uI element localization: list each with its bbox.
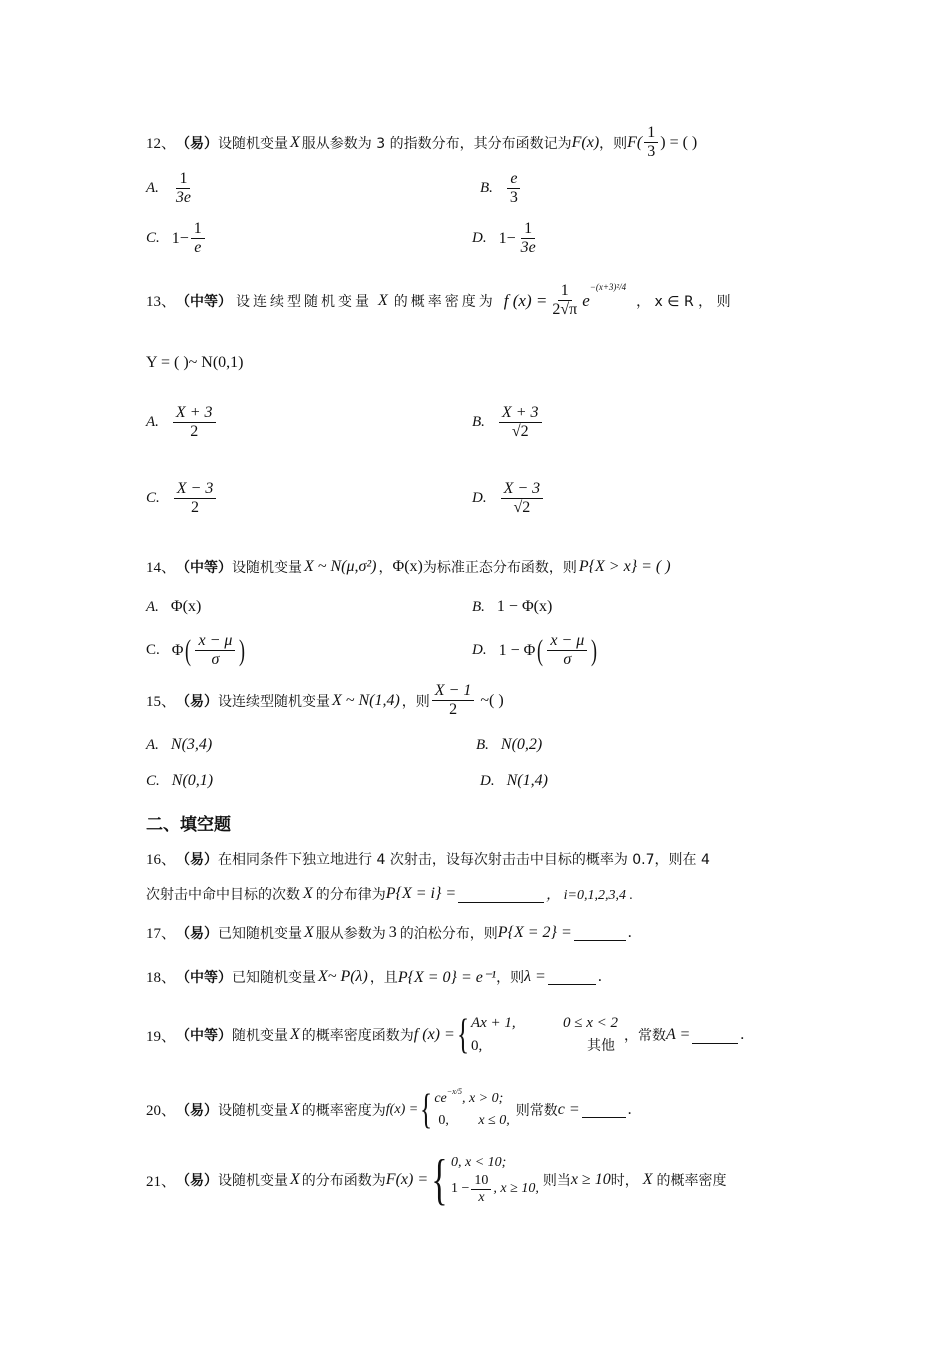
case-cond: x ≤ 0, [478,1112,510,1128]
q14-text3: 为标准正态分布函数，则 [422,559,577,576]
option-label: C. [146,230,160,247]
q12-option-b[interactable] [480,170,523,208]
option-frac [174,480,217,518]
case-exp: −x/5 [446,1087,462,1096]
q20-number: 20、 [146,1103,177,1120]
frac-den: √2 [511,423,529,441]
q20-text3: 则常数 [515,1102,558,1119]
q14-ask: P{X > x} = ( ) [578,557,671,575]
option-frac [173,170,194,208]
option-label: B. [480,180,493,197]
left-brace: { [431,1149,448,1211]
q14-number: 14、 [146,560,177,576]
frac-den: σ [563,651,572,669]
frac-den: 2 [449,701,458,719]
frac-den: 2 [191,499,200,517]
q13-cond: ， x ∈ R ， 则 [636,293,731,310]
left-paren: ( [537,633,544,667]
q19-stem [146,1012,744,1059]
q20-difficulty: （易） [176,1102,219,1119]
frac-den: 3e [520,239,536,257]
q16-expr: P{X = i} = [385,885,457,902]
q19-cases [471,1012,618,1059]
left-paren: ( [185,633,192,667]
q20-stem [146,1088,632,1131]
frac-den: x [478,1189,485,1205]
case-expr: Ax + 1, [470,1015,516,1031]
q12-ask-end: ) = ( ) [660,133,698,151]
q17-var: X [304,923,314,941]
q21-text4: 时， [610,1173,639,1189]
q12-ask: F( [627,133,643,151]
option-label: C. [146,642,160,659]
q16-text3: 的分布律为 [315,887,386,903]
q14-option-a[interactable] [146,598,201,616]
option-label: B. [472,598,485,615]
q12-number: 12、 [146,136,177,153]
q17-answer-blank[interactable] [574,924,626,941]
right-paren: ) [239,633,246,667]
case-cond: , x ≥ 10, [493,1181,539,1196]
frac-den: 3e [175,189,192,207]
q15-option-c[interactable] [146,772,213,790]
case-cond: 0 ≤ x < 2 [562,1015,618,1031]
q16-difficulty: （易） [176,851,219,868]
q14-text2: ， [378,559,393,576]
q16-answer-blank[interactable] [458,886,544,903]
q21-difficulty: （易） [176,1173,219,1189]
q16-line2 [146,884,633,904]
option-frac [507,170,521,208]
q18-text: 已知随机变量 [232,969,317,986]
q20-answer-blank[interactable] [582,1101,626,1118]
option-label: A. [146,736,159,753]
q15-number: 15、 [146,694,177,711]
option-text: N(3,4) [170,736,213,753]
q12-ask-den: 3 [647,143,656,161]
q12-text: 设随机变量 [218,135,289,152]
q12-difficulty: （易） [176,135,219,152]
q12-ask-frac [644,124,658,162]
q14-stem [146,556,671,577]
q17-stem [146,922,632,943]
q15-difficulty: （易） [176,693,219,710]
q15-option-a[interactable] [146,736,212,754]
section-heading: 二、填空题 [146,815,231,835]
option-label: A. [146,180,159,197]
q21-number: 21、 [146,1173,177,1190]
q17-expr: P{X = 2} = [497,923,572,941]
case-cond: 其他 [586,1038,615,1055]
frac-den: e [194,239,202,257]
q15-text2: ，则 [401,693,430,710]
q21-text2: 的分布函数为 [301,1173,386,1189]
q13-exp: −(x+3)²/4 [589,281,627,292]
case-row [471,1035,618,1058]
q14-option-b[interactable] [472,598,552,616]
option-pre: 1− [171,229,189,247]
q17-difficulty: （易） [176,925,219,942]
right-paren: ) [591,633,598,667]
q14-option-c[interactable] [146,632,247,670]
q14-difficulty: （中等） [176,559,233,576]
q21-text3: 则当 [542,1173,571,1189]
q16-line1 [146,848,710,869]
frac-num: 10 [471,1173,491,1190]
q16-number: 16、 [146,852,177,868]
q16-var: X [303,885,313,902]
q13-coef [549,282,580,320]
q15-frac [432,682,475,720]
frac-num: x − μ [547,632,587,651]
q12-fx: F(x) [571,133,600,151]
q13-option-a[interactable] [146,404,218,442]
q14-text: 设随机变量 [232,559,303,576]
option-label: A. [146,414,159,431]
q13-number: 13、 [146,294,177,311]
option-label: C. [146,490,160,507]
case-row [451,1173,539,1206]
frac-num: e [507,170,520,189]
q18-lambda: λ = [524,967,546,985]
option-label: A. [146,598,159,615]
q14-dist: X ~ N(μ,σ²) [304,557,377,575]
q18-tail: . [597,967,602,985]
q12-option-a[interactable] [146,170,196,208]
option-label: C. [146,772,160,789]
option-frac [518,220,539,258]
option-text: 1 − Φ(x) [496,598,553,615]
q19-var: X [290,1026,300,1044]
q13-var: X [378,291,388,309]
frac-den: 3 [509,189,518,207]
option-pre: 1− [498,229,516,247]
option-pre: Φ [171,641,184,659]
option-frac [195,632,235,670]
case-cond: , x > 0; [461,1091,504,1106]
q16-text2: 次射击中命中目标的次数 [146,887,300,903]
q18-dist: X~ P(λ) [318,967,368,985]
q12-text2: 服从参数为 3 的指数分布，其分布函数记为 [301,135,572,152]
q15-option-d[interactable] [480,772,548,790]
case-frac [471,1173,491,1206]
frac-den: 2√π [552,301,578,319]
q21-text5: 的概率密度 [656,1173,727,1189]
frac-num: X − 1 [432,682,475,701]
option-frac [501,480,544,518]
q17-text2: 服从参数为 [315,925,386,942]
q13-difficulty: （中等） [176,293,233,310]
q18-stem [146,966,602,987]
option-text: N(0,2) [500,736,543,753]
case-row: 0, x < 10; [451,1155,507,1171]
q16-tail: ， i=0,1,2,3,4 . [546,888,634,903]
q13-text2: 的概率密度为 [393,293,496,310]
option-label: D. [472,230,487,247]
case-row [471,1012,618,1035]
case-pre: 1 − [451,1181,470,1196]
frac-num: X − 3 [501,480,544,499]
q19-text2: 的概率密度函数为 [301,1028,414,1045]
frac-num: 1 [521,220,535,239]
q20-var: X [290,1100,300,1118]
option-text: Φ(x) [170,598,202,615]
q15-option-b[interactable] [476,736,542,754]
left-brace: { [456,1012,469,1059]
q18-answer-blank[interactable] [548,968,596,985]
frac-den: 2 [190,423,199,441]
q19-text3: ，常数 [623,1028,666,1045]
q18-expr: P{X = 0} = e⁻¹ [397,968,497,986]
q15-stem [146,682,504,720]
q21-text: 设随机变量 [218,1173,289,1189]
q18-text3: ，则 [496,969,525,986]
option-frac [499,404,542,442]
q21-fx: F(x) = [385,1171,429,1188]
q17-tail: . [627,923,632,941]
q15-text: 设连续型随机变量 [218,693,331,710]
q21-stem [146,1149,727,1211]
q18-text2: ，且 [369,969,398,986]
frac-num: 1 [191,220,205,239]
q16-text: 在相同条件下独立地进行 4 次射击，设每次射击击中目标的概率为 0.7，则在 4 [218,851,710,868]
q19-difficulty: （中等） [176,1028,233,1045]
q13-text: 设连续型随机变量 [236,293,373,310]
q14-phi: Φ(x) [392,557,423,575]
q12-ask-num: 1 [644,124,658,143]
q17-number: 17、 [146,926,177,942]
q14-option-d[interactable] [472,632,599,670]
q19-const: A = [665,1026,691,1044]
case-expr: 0, [438,1112,449,1128]
q19-fx: f (x) = [413,1026,455,1044]
q20-tail: . [627,1100,632,1118]
option-label: D. [472,490,487,507]
case-expr: 0, [470,1038,483,1055]
frac-den: σ [211,651,220,669]
q12-var: X [290,133,300,151]
q13-e: e [582,290,590,310]
q12-option-d[interactable] [472,220,541,258]
option-label: B. [476,736,489,753]
frac-den: √2 [513,499,531,517]
frac-num: X + 3 [173,404,216,423]
q13-option-b[interactable] [472,404,544,442]
frac-num: 1 [176,170,190,189]
q21-var: X [290,1171,300,1188]
option-label: B. [472,414,485,431]
frac-num: X + 3 [499,404,542,423]
q20-text: 设随机变量 [218,1102,289,1119]
q17-text: 已知随机变量 [218,925,303,942]
case-row [434,1110,509,1132]
q19-answer-blank[interactable] [692,1027,738,1044]
q19-tail: . [740,1026,745,1044]
q18-difficulty: （中等） [176,969,233,986]
q20-text2: 的概率密度为 [301,1102,386,1119]
option-text: N(1,4) [506,772,548,789]
q15-dist: X ~ N(1,4) [332,691,400,709]
q19-text: 随机变量 [232,1028,289,1045]
q12-option-c[interactable] [146,220,207,258]
q12-stem [146,124,697,162]
q18-number: 18、 [146,970,177,986]
q19-number: 19、 [146,1028,177,1045]
case-row [434,1088,509,1110]
q20-fx: f(x) = [385,1101,419,1117]
q17-param: 3 [388,923,397,941]
case-expr: ce [434,1091,447,1106]
q20-cases [434,1088,509,1131]
frac-num: x − μ [195,632,235,651]
frac-num: 1 [558,282,572,301]
q21-cases [451,1154,539,1205]
q21-cond: x ≥ 10 [570,1171,611,1188]
q13-fx: f (x) = [503,290,548,310]
q13-line2: Y = ( )~ N(0,1) [146,354,244,371]
option-label: D. [480,772,495,789]
q17-text3: 的泊松分布，则 [399,925,498,942]
q13-option-c[interactable] [146,480,218,518]
option-frac [547,632,587,670]
left-brace: { [420,1086,433,1133]
q15-tail: ~( ) [480,691,504,709]
q13-stem [146,282,810,320]
q20-const: c = [557,1100,580,1118]
frac-num: X − 3 [174,480,217,499]
option-label: D. [472,642,487,659]
q12-text3: ，则 [599,135,628,152]
option-text: N(0,1) [171,772,214,789]
q21-var2: X [642,1171,653,1188]
option-frac [173,404,216,442]
option-frac [191,220,205,258]
q13-option-d[interactable] [472,480,545,518]
option-pre: 1 − Φ [498,641,536,659]
